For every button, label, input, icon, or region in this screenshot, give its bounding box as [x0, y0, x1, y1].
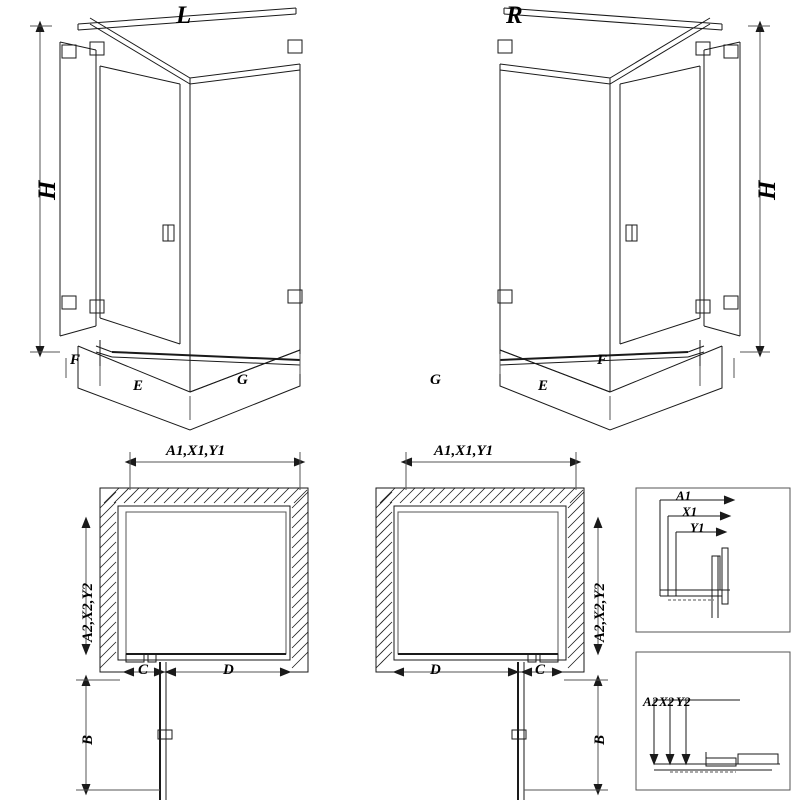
title-left: L	[176, 2, 192, 29]
detail-bottom-label-y2: Y2	[676, 694, 691, 709]
detail-top-label-x1: X1	[682, 504, 698, 519]
iso-left-base-label-e: E	[133, 378, 144, 394]
iso-right-group	[498, 8, 770, 430]
iso-left-base-label-g: G	[237, 372, 248, 388]
plan-right-top-dim: A1,X1,Y1	[434, 443, 494, 459]
detail-bottom-label-x2: X2	[659, 694, 675, 709]
title-right: R	[506, 2, 523, 29]
detail-top-group	[636, 488, 790, 632]
plan-left-side-dim: A2,X2,Y2	[80, 582, 96, 642]
plan-right-dim-d: D	[430, 662, 441, 678]
iso-right-height-label: H	[754, 180, 781, 200]
iso-right-base-label-e: E	[538, 378, 549, 394]
plan-right-dim-b: B	[592, 734, 608, 745]
plan-left-dim-c: C	[138, 662, 149, 678]
iso-left-base-label-f: F	[70, 352, 81, 368]
plan-left-top-dim: A1,X1,Y1	[166, 443, 226, 459]
detail-top-label-y1: Y1	[690, 520, 705, 535]
plan-left-dim-b: B	[80, 734, 96, 745]
iso-right-base-label-f: F	[597, 352, 608, 368]
plan-right-group	[376, 452, 608, 800]
detail-bottom-group	[636, 652, 790, 790]
iso-right-base-label-g: G	[430, 372, 441, 388]
plan-left-dim-d: D	[223, 662, 234, 678]
plan-right-side-dim: A2,X2,Y2	[592, 582, 608, 642]
detail-top-label-a1: A1	[676, 488, 692, 503]
detail-bottom-label-a2: A2	[643, 694, 659, 709]
iso-left-height-label: H	[34, 180, 61, 200]
plan-left-group	[76, 452, 308, 800]
plan-right-dim-c: C	[535, 662, 546, 678]
